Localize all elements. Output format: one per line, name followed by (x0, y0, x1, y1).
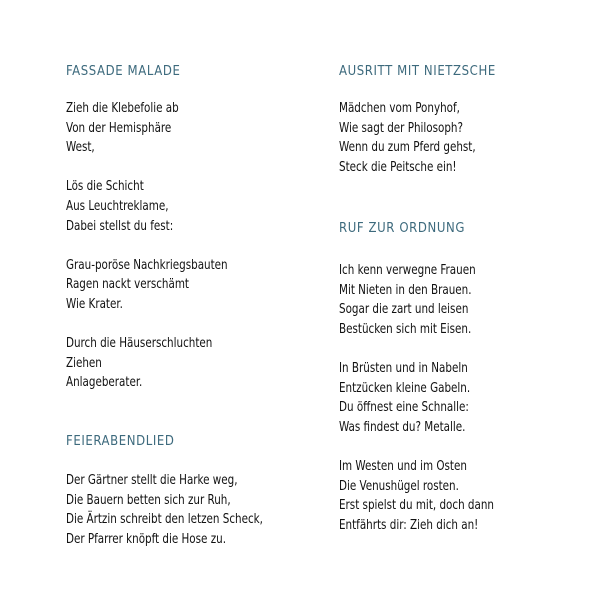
poem-title: FASSADE MALADE (66, 64, 181, 79)
poem-line: Mit Nieten in den Brauen. (339, 282, 472, 298)
poem-ruf-zur-ordnung (339, 221, 519, 535)
poem-fassade-malade (66, 64, 254, 393)
stanza (339, 99, 498, 177)
poem-line: Sogar die zart und leisen (339, 302, 469, 318)
poem-line: Im Westen und im Osten (339, 458, 467, 474)
poem-title: FEIERABENDLIED (66, 434, 175, 449)
stanza (339, 457, 519, 535)
poem-line: Wenn du zum Pferd gehst, (339, 140, 476, 156)
poem-line: Steck die Peitsche ein! (339, 159, 457, 175)
poem-line: Ich kenn verwegne Frauen (339, 263, 476, 278)
poem-line: West, (66, 140, 95, 156)
poem-line: Grau-poröse Nachkriegsbauten (66, 257, 228, 273)
poem-line: Von der Hemisphäre (66, 120, 172, 136)
poem-feierabendlied (66, 434, 295, 549)
poem-line: Entzücken kleine Gabeln. (339, 380, 471, 396)
poem-line: Anlageberater. (66, 375, 143, 391)
stanza (66, 177, 254, 236)
poem-line: Du öffnest eine Schnalle: (339, 400, 469, 416)
poem-line: Durch die Häuserschluchten (66, 336, 213, 352)
poem-line: Die Bauern betten sich zur Ruh, (66, 492, 231, 508)
poem-title: AUSRITT MIT NIETZSCHE (339, 64, 496, 79)
poem-line: Mädchen vom Ponyhof, (339, 101, 460, 116)
poem-line: Wie Krater. (66, 296, 123, 312)
poem-line: Ragen nackt verschämt (66, 277, 189, 293)
stanza (66, 99, 254, 158)
poem-line: Die Ärtzin schreibt den letzen Scheck, (66, 512, 263, 528)
poem-line: Ziehen (66, 355, 102, 371)
poem-line: Erst spielst du mit, doch dann (339, 498, 494, 514)
stanza (66, 256, 254, 315)
stanza (66, 334, 254, 393)
poem-line: Wie sagt der Philosoph? (339, 120, 464, 136)
poem-line: Der Gärtner stellt die Harke weg, (66, 473, 238, 488)
poem-line: Was findest du? Metalle. (339, 419, 466, 435)
poem-line: Die Venushügel rosten. (339, 478, 459, 494)
poem-line: In Brüsten und in Nabeln (339, 360, 468, 376)
stanza (339, 261, 519, 339)
stanza (66, 471, 295, 549)
poem-ausritt-mit-nietzsche (339, 64, 498, 177)
poem-line: Der Pfarrer knöpft die Hose zu. (66, 531, 227, 547)
poem-line: Bestücken sich mit Eisen. (339, 321, 472, 337)
poem-line: Lös die Schicht (66, 179, 144, 195)
poem-line: Dabei stellst du fest: (66, 218, 174, 234)
poem-line: Aus Leuchtreklame, (66, 198, 169, 214)
poem-line: Zieh die Klebefolie ab (66, 101, 179, 116)
poem-line: Entfährts dir: Zieh dich an! (339, 517, 479, 533)
poem-title: RUF ZUR ORDNUNG (339, 221, 465, 236)
stanza (339, 359, 519, 437)
